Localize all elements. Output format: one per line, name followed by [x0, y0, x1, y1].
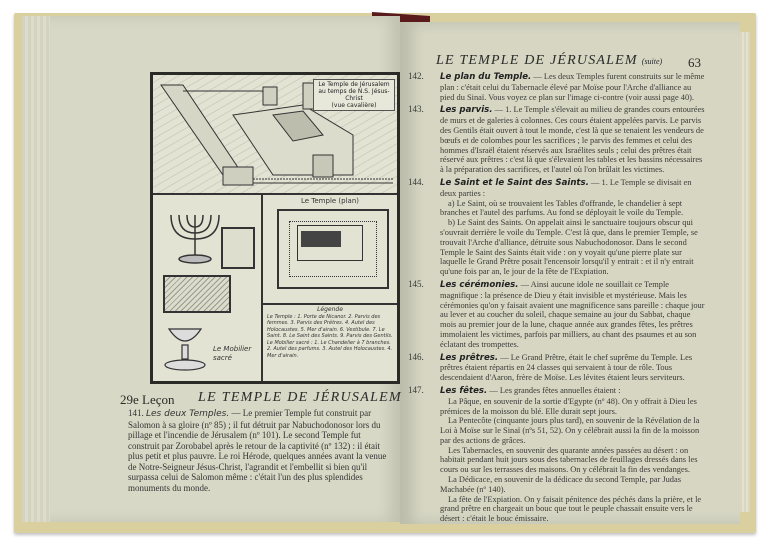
paragraph-heading: Les deux Temples.	[146, 409, 230, 419]
temple-floor-plan	[277, 209, 389, 289]
paragraph-text: — Les grandes fêtes annuelles étaient :	[489, 385, 621, 395]
paragraph-143	[408, 105, 706, 175]
running-head-suite: (suite)	[641, 57, 663, 66]
paragraph-number: 145.	[408, 278, 424, 289]
subparagraph: b) Le Saint des Saints. On appelait ainsi le sanctuaire toujours obscur qui s'ouvrait derrière le voile du Temple. C'est là que, dans le premier Temple, se trouvait l'Arche d'alliance, détruite sous Nabuchodonosor. Dans le second Temple le Saint des Saints était vide : on y voyait qu'une pierre plate sur laquelle le Grand Prêtre posait l'encensoir lorsqu'il y entrait : et il n'y entrait qu'une fois par an, le jour de la fête de l'Expiation.	[440, 218, 698, 277]
mobilier-label-line: sacré	[213, 354, 232, 362]
running-head-title: LE TEMPLE DE JÉRUSALEM	[436, 53, 638, 68]
paragraph-number: 143.	[408, 104, 424, 115]
legend-title: Légende	[317, 306, 343, 313]
paragraph-heading: Les parvis.	[440, 105, 493, 116]
subparagraph: La Dédicace, en souvenir de la dédicace du second Temple, par Judas Machabée (nº 140).	[440, 475, 681, 494]
running-head	[436, 53, 662, 69]
paragraph-text: — Les deux Temples furent construits sur le même plan : c'était celui du Tabernacle élevé par Moïse pour l'Arche d'alliance au pied du Sinaï. Vous voyez ce plan sur l'image ci-contre (voir aussi page 40).	[440, 72, 705, 102]
subparagraph: a) Le Saint, où se trouvaient les Tables d'offrande, le chandelier à sept branches et l'autel des parfums. Au fond se déployait le voile du Temple.	[440, 198, 684, 218]
page-edges	[22, 16, 50, 522]
altar-of-incense-icon	[221, 227, 255, 269]
paragraph-number: 142.	[408, 71, 424, 81]
callout-line: (vue cavalière)	[331, 102, 377, 109]
page-number: 63	[688, 55, 701, 70]
paragraph-145	[408, 280, 706, 350]
subparagraph: La Pentecôte (cinquante jours plus tard), en souvenir de la Révélation de la Loi à Moïse sur le Sinaï (nºs 51, 52). On y célébrait aussi la fin de la moisson par des actions de grâces.	[440, 416, 700, 445]
page-edges	[740, 32, 750, 512]
right-column	[408, 72, 706, 527]
temple-plan-panel	[263, 195, 397, 305]
paragraph-146	[408, 353, 706, 383]
paragraph-heading: Les cérémonies.	[440, 279, 519, 290]
callout-line: au temps de N.S. Jésus-Christ	[318, 88, 390, 102]
paragraph-number: 141.	[128, 408, 144, 418]
paragraph-number: 147.	[408, 384, 424, 395]
paragraph-number: 146.	[408, 351, 424, 362]
paragraph-heading: Les fêtes.	[440, 385, 488, 396]
paragraph-heading: Le Saint et le Saint des Saints.	[440, 177, 589, 188]
subparagraph: Les Tabernacles, en souvenir des quarante années passées au désert : on habitait pendant huit jours sous des tabernacles de feuillages dressés dans les cours ou sur les terrasses des maisons. On y célébrait la fin des vendanges.	[440, 445, 698, 475]
sacred-furniture-panel	[153, 195, 263, 381]
paragraph-text: — Le premier Temple fut construit par Salomon à sa gloire (nº 85) ; il fut détruit par Nabuchodonosor lors du pillage et l'incendie de Jérusalem (nº 101). Le second Temple fut construit par Zorobabel après le retour de la captivité (nº 132) : il était plus petit et plus pauvre. Le roi Hérode, quelques années avant la venue de Notre-Seigneur Jésus-Christ, l'agrandit et l'embellit si bien qu'il surpassa celui de Salomon même : c'était l'un des plus splendides monuments du monde.	[128, 408, 387, 493]
temple-illustration	[150, 72, 400, 384]
paragraph-text: — Ainsi aucune idole ne souillait ce Temple magnifique : la présence de Dieu y était invisible et mystérieuse. Mais les cérémonies qu'on y faisait avaient une magnificence sans pareille : chaque jour au lever et au coucher du soleil, chaque semaine au jour du Sabbat, chaque mois au premier jour de la lune, chaque année aux grandes fêtes, les prêtres immolaient les victimes, parfois par milliers, au chant des psaumes et au son éclatant des trompettes.	[440, 279, 705, 349]
temple-perspective-view	[153, 75, 397, 195]
mobilier-label	[213, 345, 251, 363]
paragraph-text: — 1. Le Temple se divisait en deux parties :	[440, 177, 692, 198]
subparagraph: La Pâque, en souvenir de la sortie d'Egypte (nº 48). On y offrait à Dieu les prémices de la moisson du blé. Elle durait sept jours.	[440, 396, 697, 416]
paragraph-text: — 1. Le Temple s'élevait au milieu de grandes cours entourées de murs et de galeries à colonnes. Ces cours étaient appelées parvis. Le parvis des Gentils était ouvert à tout le monde, c'est là que se tenaient les vendeurs de bœufs et de colombes pour les sacrifices ; le parvis des femmes et celui des hommes d'Israël étaient réservés aux Israélites seuls ; celui des prêtres était réservé aux prêtres : c'est là que s'élevaient les tables et les bassins nécessaires à la préparation des sacrifices, et l'autel où l'on brûlait les victimes.	[440, 105, 705, 175]
callout-line: Le Temple de Jérusalem	[318, 81, 390, 88]
subparagraph: La fête de l'Expiation. On y faisait pénitence des péchés dans la prière, et le grand prêtre en chargeait un bouc que tout le peuple chassait ensuite vers le désert : c'était le bouc émissaire.	[440, 494, 702, 524]
paragraph-text: — Le Grand Prêtre, était le chef suprême du Temple. Les prêtres étaient répartis en 24 classes qui servaient à tour de rôle. Tous descendaient d'Aaron, frère de Moïse. Les lévites étaient leurs serviteurs.	[440, 352, 693, 383]
paragraph-heading: Les prêtres.	[440, 352, 499, 363]
paragraph-number: 144.	[408, 176, 424, 187]
paragraph-141	[128, 408, 390, 493]
laver-icon	[163, 323, 207, 371]
altar-of-holocausts-icon	[163, 275, 231, 313]
illustration-callout	[313, 79, 395, 111]
plan-sanctuary	[301, 231, 341, 247]
paragraph-heading: Le plan du Temple.	[440, 72, 532, 82]
paragraph-147	[408, 386, 706, 524]
illustration-legend	[263, 305, 397, 381]
lesson-label: 29e Leçon	[120, 392, 175, 407]
menorah-icon	[165, 205, 225, 265]
paragraph-144	[408, 178, 706, 277]
mobilier-label-line: Le Mobilier	[213, 345, 252, 353]
plan-title: Le Temple (plan)	[300, 197, 360, 205]
legend-text: Le Temple : 1. Porte de Nicanor. 2. Parvis des femmes. 3. Parvis des Prêtres. 4. Autel des Holocaustes. 5. Mer d'airain. 6. Vestibule. 7. Le Saint. 8. Le Saint des Saints. 9. Parvis des Gentils. Le Mobilier sacré : 1. Le Chandelier à 7 branches. 2. Autel des parfums. 3. Autel des Holocaustes. 4. Mer d'airain.	[267, 313, 393, 359]
paragraph-142	[408, 72, 706, 102]
lesson-title: LE TEMPLE DE JÉRUSALEM	[198, 390, 402, 405]
